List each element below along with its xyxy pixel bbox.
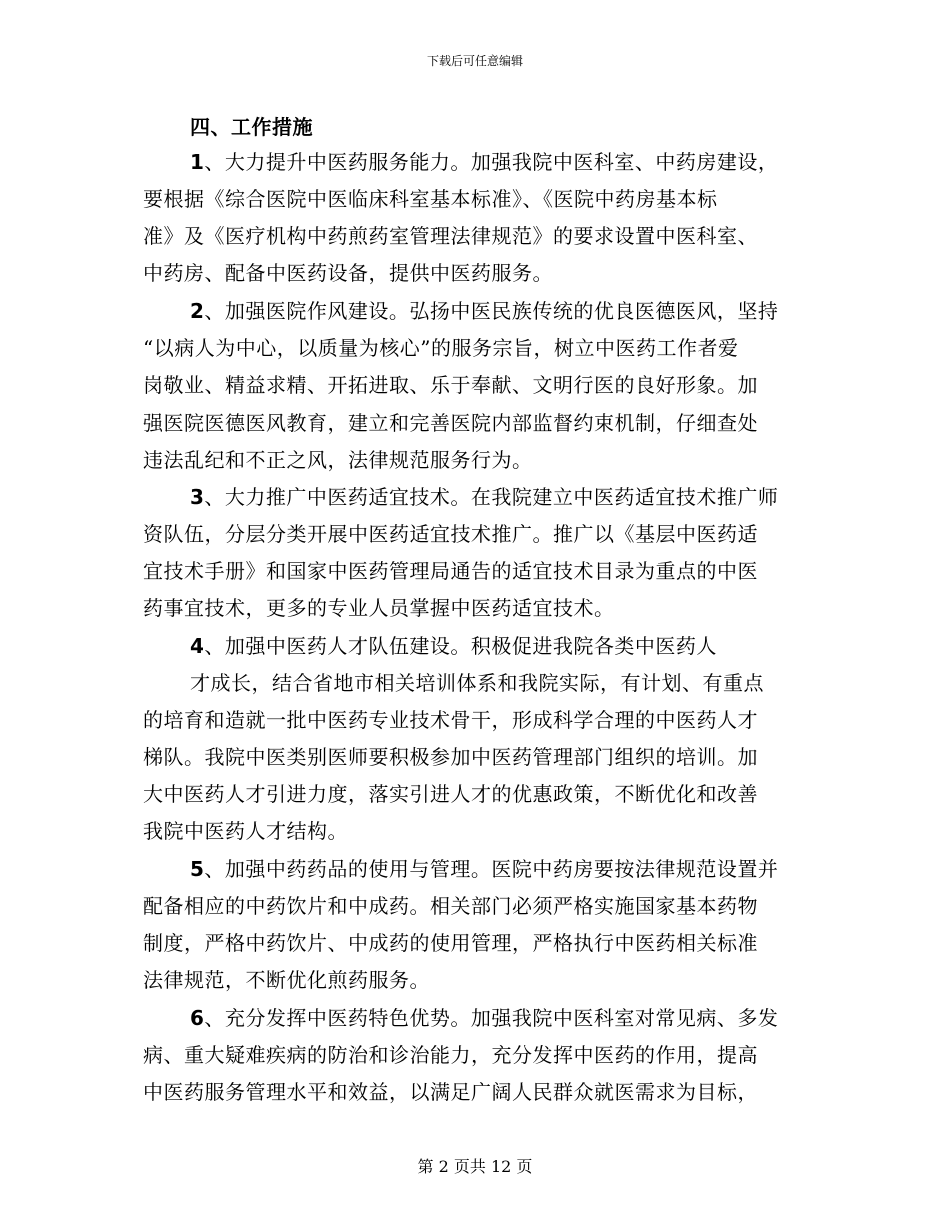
paragraph-line <box>190 1006 778 1030</box>
paragraph-line: 岗敬业、精益求精、开拓进取、乐于奉献、文明行医的良好形象。加 <box>143 373 758 397</box>
paragraph-line <box>190 299 778 323</box>
paragraph-line: 违法乱纪和不正之风，法律规范服务行为。 <box>143 448 533 472</box>
paragraph-line: “以病人为中心，以质量为核心”的服务宗旨，树立中医药工作者爱 <box>143 336 739 360</box>
page-footer: 第 2 页共 12 页 <box>417 1157 533 1176</box>
paragraph-number: 4 <box>190 634 205 658</box>
paragraph-line <box>190 857 778 881</box>
paragraph-line: 我院中医药人才结构。 <box>143 819 348 843</box>
paragraph-line <box>190 634 717 658</box>
paragraph-line: 强医院医德医风教育，建立和完善医院内部监督约束机制，仔细查处 <box>143 411 758 435</box>
paragraph-line: 梯队。我院中医类别医师要积极参加中医药管理部门组织的培训。加 <box>143 745 758 769</box>
paragraph-line: 宜技术手册》和国家中医药管理局通告的适宜技术目录为重点的中医 <box>143 559 758 583</box>
paragraph-line: 才成长，结合省地市相关培训体系和我院实际，有计划、有重点 <box>190 671 764 695</box>
paragraph-text: 、加强医院作风建设。弘扬中医民族传统的优良医德医风，坚持 <box>204 299 779 323</box>
paragraph-line: 法律规范，不断优化煎药服务。 <box>143 968 430 992</box>
paragraph-number: 3 <box>190 485 205 509</box>
paragraph-text: 、充分发挥中医药特色优势。加强我院中医科室对常见病、多发 <box>204 1006 779 1030</box>
paragraph-line: 准》及《医疗机构中药煎药室管理法律规范》的要求设置中医科室、 <box>143 224 758 248</box>
paragraph-text: 、加强中药药品的使用与管理。医院中药房要按法律规范设置并 <box>204 857 779 881</box>
paragraph-line: 资队伍，分层分类开展中医药适宜技术推广。推广以《基层中医药适 <box>143 522 758 546</box>
paragraph-line <box>190 485 778 509</box>
paragraph-line: 病、重大疑难疾病的防治和诊治能力，充分发挥中医药的作用，提高 <box>143 1043 758 1067</box>
paragraph-number: 2 <box>190 299 205 323</box>
paragraph-line: 要根据《综合医院中医临床科室基本标准》、《医院中药房基本标 <box>143 187 718 211</box>
paragraph-text: 、大力提升中医药服务能力。加强我院中医科室、中药房建设， <box>204 150 779 174</box>
paragraph-line <box>190 150 778 174</box>
paragraph-text: 、大力推广中医药适宜技术。在我院建立中医药适宜技术推广师 <box>204 485 779 509</box>
paragraph-line: 药事宜技术，更多的专业人员掌握中医药适宜技术。 <box>143 596 615 620</box>
paragraph-text: 、加强中医药人才队伍建设。积极促进我院各类中医药人 <box>204 634 717 658</box>
paragraph-line: 的培育和造就一批中医药专业技术骨干，形成科学合理的中医药人才 <box>143 708 758 732</box>
paragraph-line: 中药房、配备中医药设备，提供中医药服务。 <box>143 261 553 285</box>
section-heading: 四、工作措施 <box>190 115 313 139</box>
paragraph-line: 中医药服务管理水平和效益，以满足广阔人民群众就医需求为目标， <box>143 1080 758 1104</box>
paragraph-line: 大中医药人才引进力度，落实引进人才的优惠政策，不断优化和改善 <box>143 782 758 806</box>
paragraph-line: 配备相应的中药饮片和中成药。相关部门必须严格实施国家基本药物 <box>143 894 758 918</box>
paragraph-number: 5 <box>190 857 205 881</box>
paragraph-line: 制度，严格中药饮片、中成药的使用管理，严格执行中医药相关标准 <box>143 931 758 955</box>
paragraph-number: 6 <box>190 1006 205 1030</box>
paragraph-number: 1 <box>190 150 205 174</box>
page-header: 下载后可任意编辑 <box>426 54 523 68</box>
